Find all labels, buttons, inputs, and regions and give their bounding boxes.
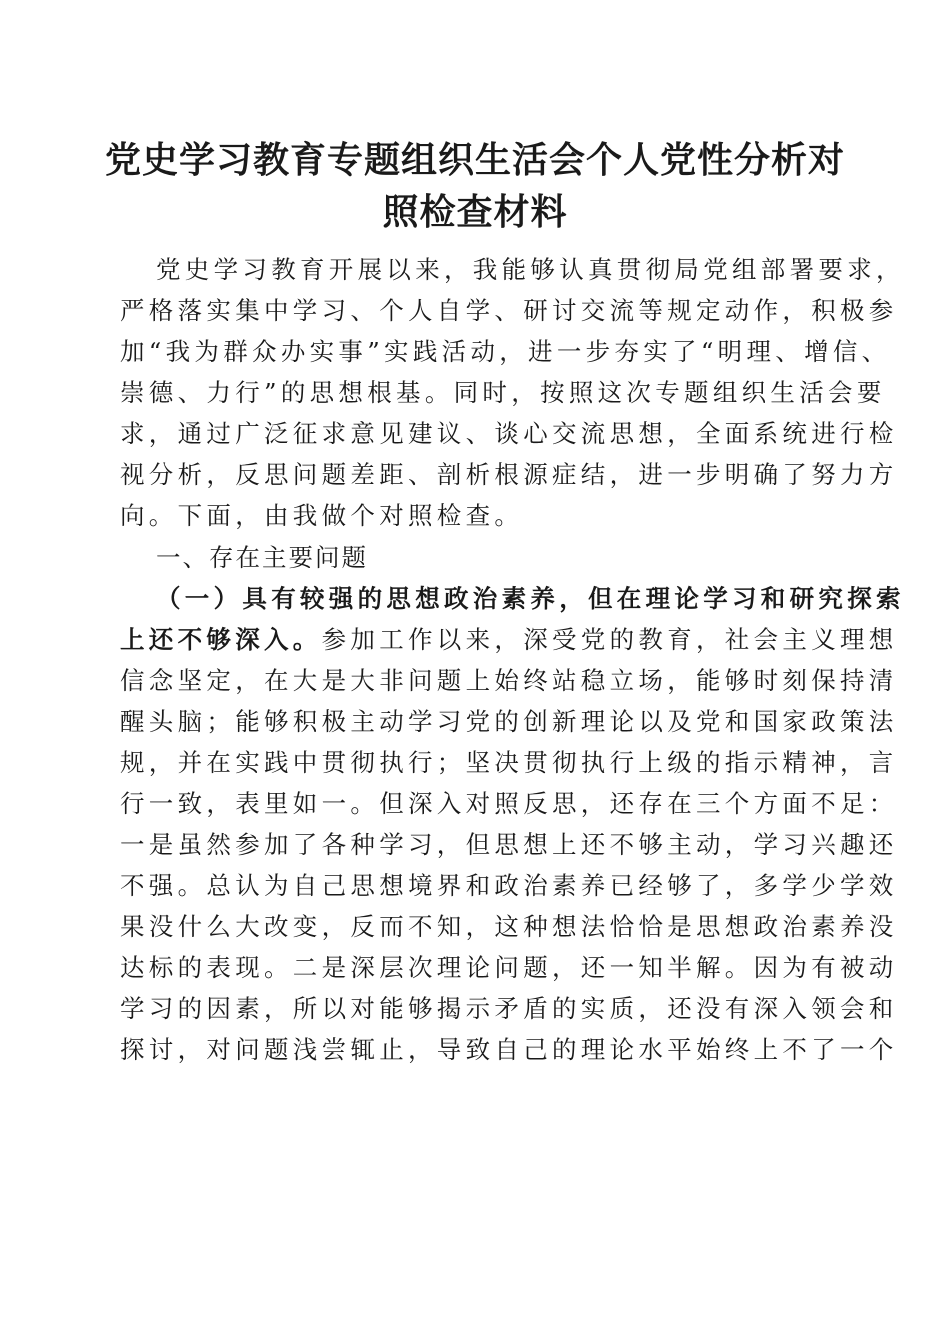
subsection-heading-line bbox=[120, 620, 898, 660]
intro-paragraph-line: 崇德、力行”的思想根基。同时，按照这次专题组织生活会要 bbox=[120, 378, 886, 407]
intro-paragraph-line: 严格落实集中学习、个人自学、研讨交流等规定动作，积极参 bbox=[120, 296, 898, 325]
subsection-heading-bold: （一）具有较强的思想政治素养，但在理论学习和研究探索 bbox=[156, 584, 905, 613]
subsection-body-line: 探讨，对问题浅尝辄止，导致自己的理论水平始终上不了一个 bbox=[120, 1035, 898, 1064]
document-title-line-1: 党史学习教育专题组织生活会个人党性分析对 bbox=[104, 139, 845, 181]
intro-paragraph-line: 加“我为群众办实事”实践活动，进一步夯实了“明理、增信、 bbox=[120, 337, 891, 366]
subsection-body-line: 达标的表现。二是深层次理论问题，还一知半解。因为有被动 bbox=[120, 953, 898, 982]
document-title-line-2: 照检查材料 bbox=[382, 191, 568, 233]
subsection-body-line: 信念坚定，在大是大非问题上始终站稳立场，能够时刻保持清 bbox=[120, 666, 898, 695]
subsection-body-line: 规，并在实践中贯彻执行；坚决贯彻执行上级的指示精神，言 bbox=[120, 748, 898, 777]
section-heading: 一、存在主要问题 bbox=[156, 543, 368, 572]
intro-paragraph-line: 党史学习教育开展以来，我能够认真贯彻局党组部署要求， bbox=[156, 255, 905, 284]
subsection-body-line: 学习的因素，所以对能够揭示矛盾的实质，还没有深入领会和 bbox=[120, 994, 898, 1023]
subsection-body-line: 一是虽然参加了各种学习，但思想上还不够主动，学习兴趣还 bbox=[120, 830, 898, 859]
intro-paragraph-line: 视分析，反思问题差距、剖析根源症结，进一步明确了努力方 bbox=[120, 460, 898, 489]
intro-paragraph-line: 求，通过广泛征求意见建议、谈心交流思想，全面系统进行检 bbox=[120, 419, 898, 448]
subsection-body-line: 果没什么大改变，反而不知，这种想法恰恰是思想政治素养没 bbox=[120, 912, 898, 941]
subsection-body-start: 参加工作以来，深受党的教育，社会主义理想 bbox=[321, 625, 898, 654]
subsection-body-line: 行一致，表里如一。但深入对照反思，还存在三个方面不足： bbox=[120, 789, 898, 818]
subsection-body-line: 不强。总认为自己思想境界和政治素养已经够了，多学少学效 bbox=[120, 871, 898, 900]
subsection-heading-line bbox=[156, 579, 905, 619]
subsection-heading-bold-end: 上还不够深入。 bbox=[120, 625, 322, 654]
subsection-body-line: 醒头脑；能够积极主动学习党的创新理论以及党和国家政策法 bbox=[120, 707, 898, 736]
intro-paragraph-line: 向。下面，由我做个对照检查。 bbox=[120, 501, 524, 530]
